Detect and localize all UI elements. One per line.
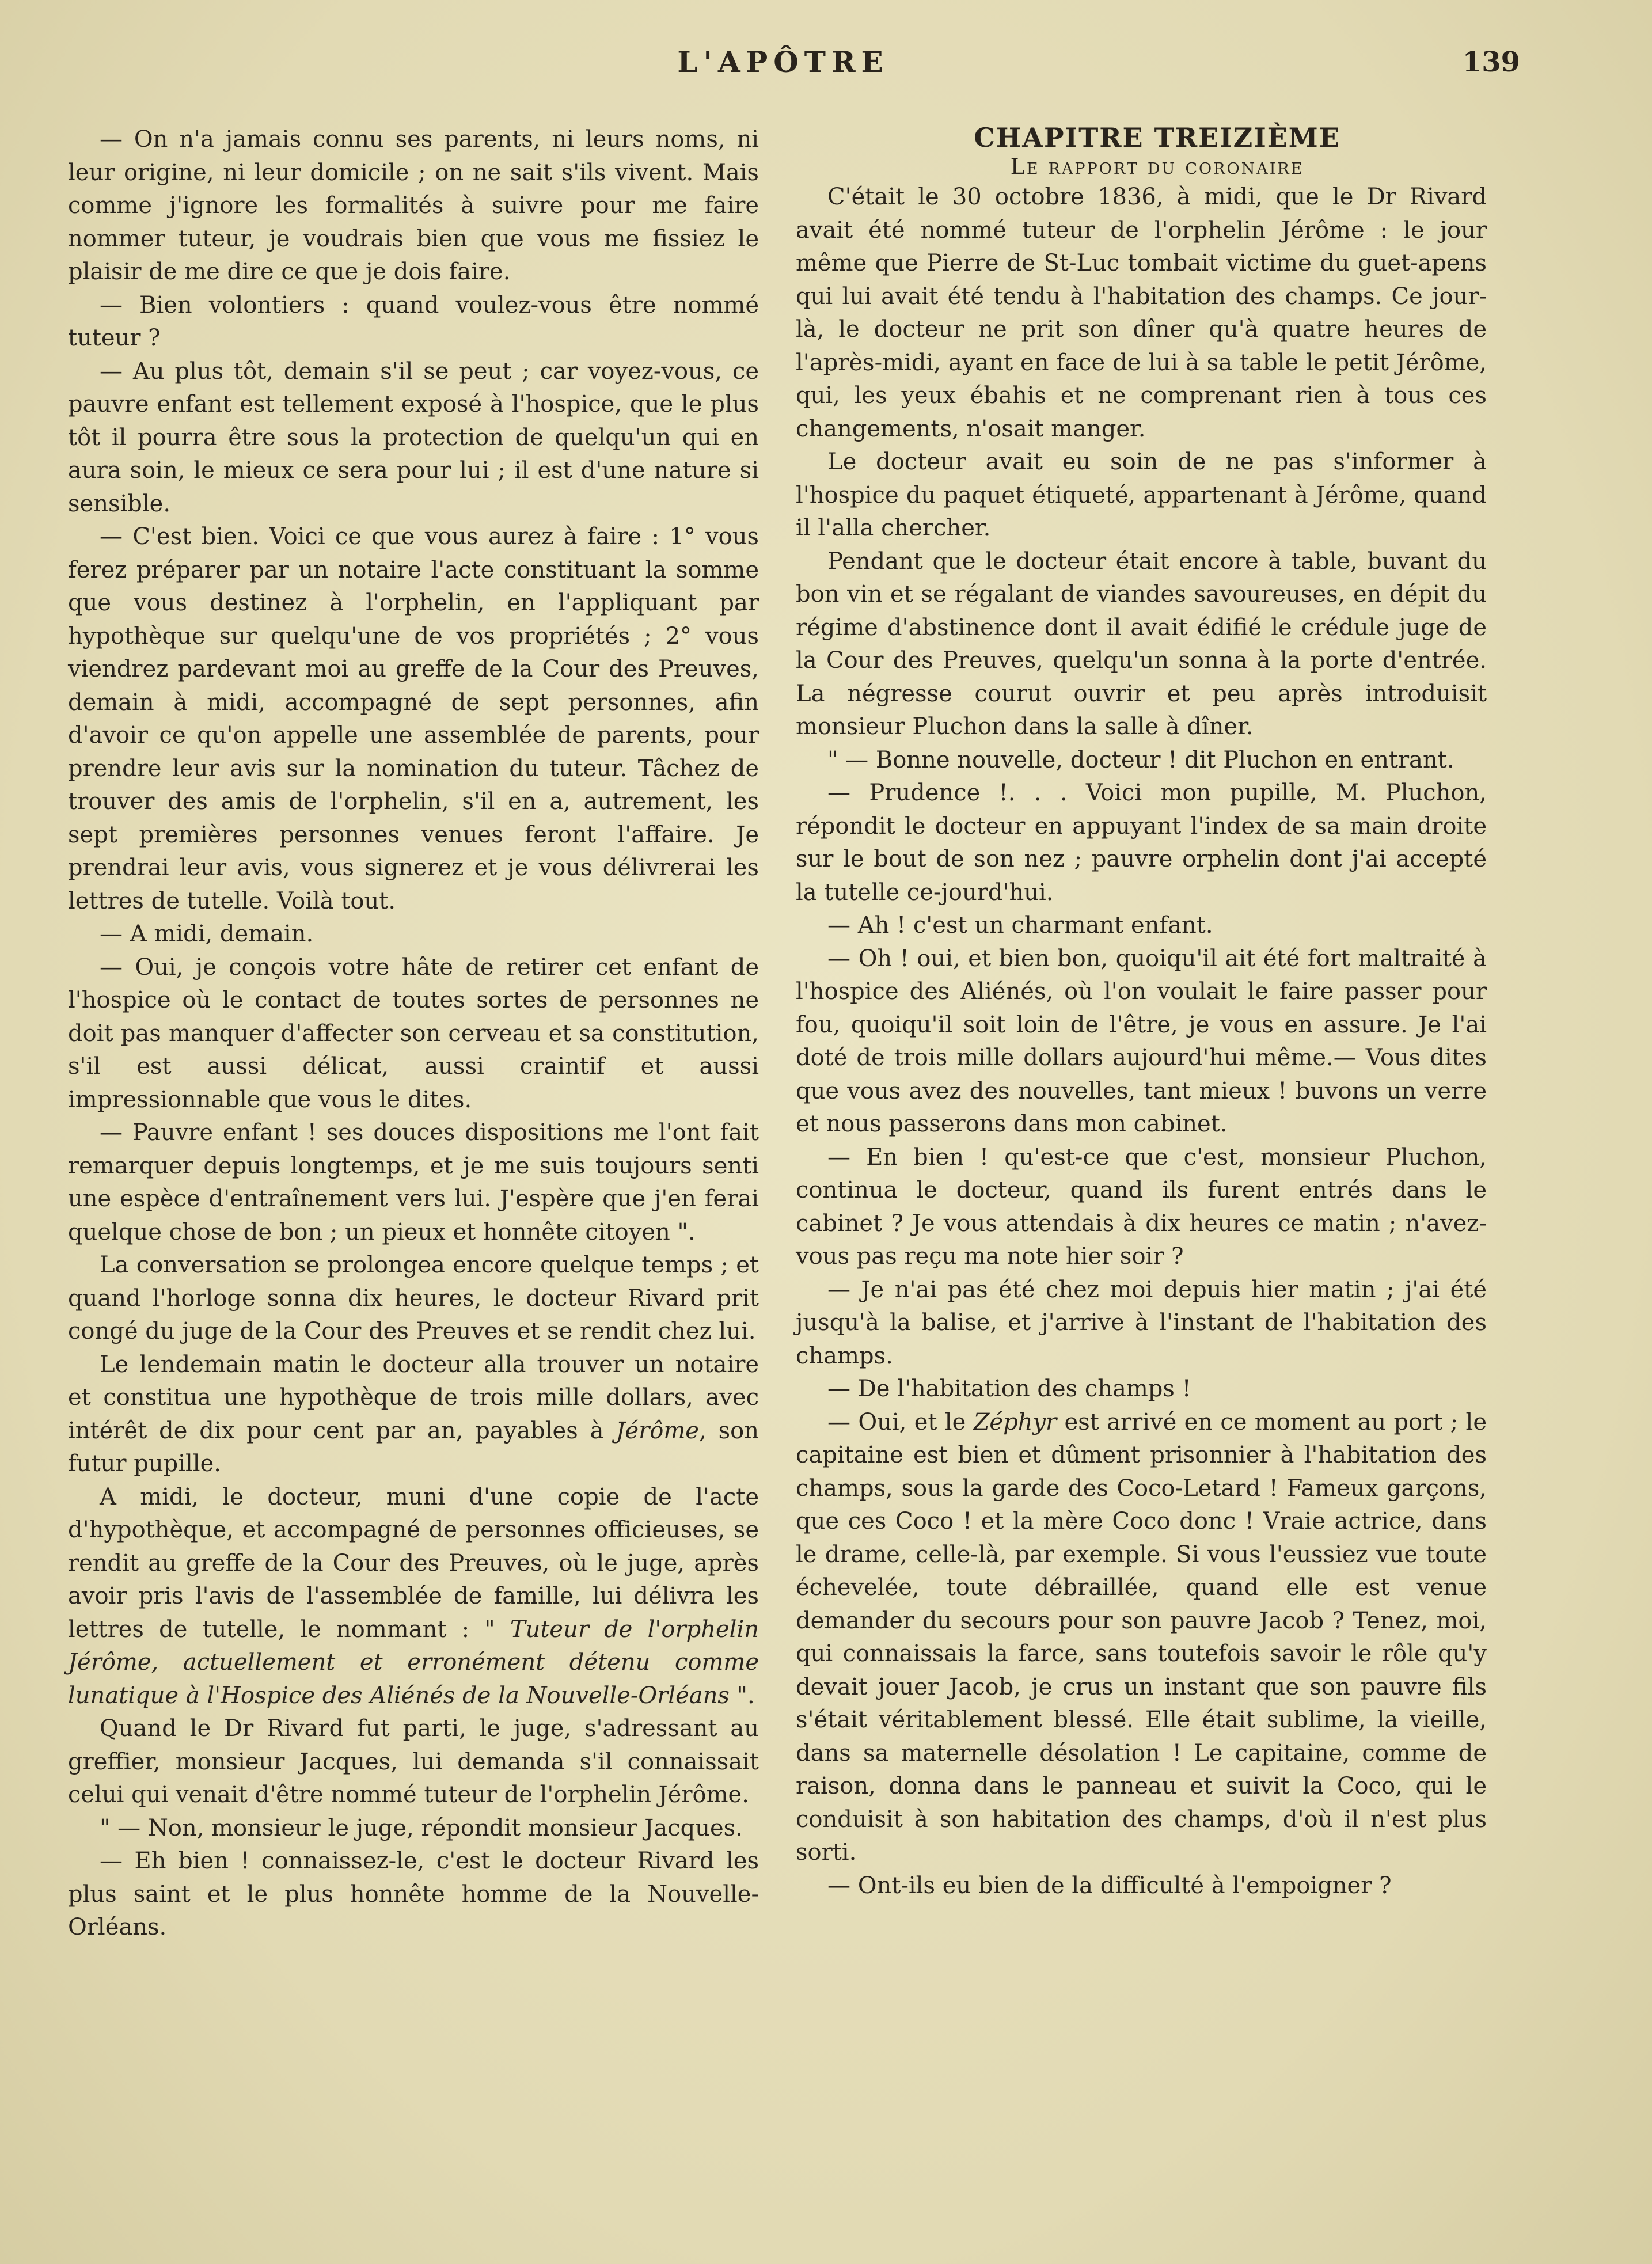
italic-name: Jérôme [616, 1417, 699, 1444]
section-title: Le rapport du coronaire [1010, 154, 1304, 179]
paragraph: — De l'habitation des champs ! [827, 1376, 1191, 1402]
paragraph-text: A midi, le docteur, muni d'une copie de l'acte d'hypothèque, et accompagné de personnes officieuses, se rendit au greffe de la Cour des Preuves, où le juge, après avoir pris l'avis de l'assemblée de famille, lui délivra les lettres de tutelle, le nommant : " [68, 1483, 759, 1643]
paragraph: — C'est bien. Voici ce que vous aurez à faire : 1° vous ferez préparer par un notaire l'acte constituant la somme que vous destinez à l'orphelin, en l'appliquant par hypothèque sur quelqu'une de vos propriétés ; 2° vous viendrez pardevant moi au greffe de la Cour des Preuves, demain à midi, accompagné de sept personnes, afin d'avoir ce qu'on appelle une assemblée de parents, pour prendre leur avis sur la nomination du tuteur. Tâchez de trouver des amis de l'orphelin, s'il en a, autrement, les sept premières personnes venues feront l'affaire. Je prendrai leur avis, vous signerez et je vous délivrerai les lettres de tutelle. Voilà tout. [68, 523, 759, 914]
paragraph: C'était le 30 octobre 1836, à midi, que le Dr Rivard avait été nommé tuteur de l'orphelin Jérôme : le jour même que Pierre de St-Luc tombait victime du guet-apens qui lui avait été tendu à l'habitation des champs. Ce jour-là, le docteur ne prit son dîner qu'à quatre heures de l'après-midi, ayant en face de lui à sa table le petit Jérôme, qui, les yeux ébahis et ne comprenant rien à tous ces changements, n'osait manger. [796, 184, 1487, 442]
paragraph: — Pauvre enfant ! ses douces dispositions me l'ont fait remarquer depuis longtemps, et je me suis toujours senti une espèce d'entraînement vers lui. J'espère que j'en ferai quelque chose de bon ; un pieux et honnête citoyen ". [68, 1119, 759, 1245]
paragraph: — Je n'ai pas été chez moi depuis hier matin ; j'ai été jusqu'à la balise, et j'arrive à l'instant de l'habitation des champs. [796, 1276, 1487, 1369]
italic-ship-name: Zéphyr [973, 1408, 1057, 1435]
paragraph: Quand le Dr Rivard fut parti, le juge, s'adressant au greffier, monsieur Jacques, lui demanda s'il connaissait celui qui venait d'être nommé tuteur de l'orphelin Jérôme. [68, 1715, 759, 1808]
paragraph: La conversation se prolongea encore quelque temps ; et quand l'horloge sonna dix heures, le docteur Rivard prit congé du juge de la Cour des Preuves et se rendit chez lui. [68, 1252, 759, 1344]
paragraph: Pendant que le docteur était encore à table, buvant du bon vin et se régalant de viandes savoureuses, en dépit du régime d'abstinence dont il avait édifié le crédule juge de la Cour des Preuves, quelqu'un sonna à la porte d'entrée. La négresse courut ouvrir et peu après introduisit monsieur Pluchon dans la salle à dîner. [796, 548, 1487, 740]
paragraph: — Ont-ils eu bien de la difficulté à l'empoigner ? [827, 1872, 1392, 1899]
paragraph: — En bien ! qu'est-ce que c'est, monsieur Pluchon, continua le docteur, quand ils furent entrés dans le cabinet ? Je vous attendais à dix heures ce matin ; n'avez-vous pas reçu ma note hier soir ? [796, 1144, 1487, 1270]
paragraph-text: est arrivé en ce moment au port ; le capitaine est bien et dûment prisonnier à l'habitation des champs, sous la garde des Coco-Letard ! Fameux garçons, que ces Coco ! et la mère Coco donc ! Vraie actrice, dans le drame, celle-là, par exemple. Si vous l'eussiez vue toute échevelée, toute débraillée, quand elle est venue demander du secours pour son pauvre Jacob ? Tenez, moi, qui connaissais la farce, sans toutefois savoir le rôle qu'y devait jouer Jacob, je crus un instant que son pauvre fils s'était véritablement blessé. Elle était sublime, la vieille, dans sa maternelle désolation ! Le capitaine, comme de raison, donna dans le panneau et suivit la Coco, qui le conduisit à son habitation des champs, d'où il n'est plus sorti. [796, 1408, 1487, 1866]
paragraph: " — Bonne nouvelle, docteur ! dit Pluchon en entrant. [827, 746, 1454, 773]
paragraph: — Eh bien ! connaissez-le, c'est le docteur Rivard les plus saint et le plus honnête homme de la Nouvelle-Orléans. [68, 1848, 759, 1940]
paragraph [68, 1481, 759, 1713]
page-number: 139 [1462, 46, 1520, 78]
paragraph-text: , son futur pupille. [68, 1417, 759, 1477]
paragraph-text: Le lendemain matin le docteur alla trouver un notaire et constitua une hypothèque de trois mille dollars, avec intérêt de dix pour cent par an, payables à [68, 1351, 759, 1444]
paragraph: — Au plus tôt, demain s'il se peut ; car voyez-vous, ce pauvre enfant est tellement exposé à l'hospice, que le plus tôt il pourra être sous la protection de quelqu'un qui en aura soin, le mieux ce sera pour lui ; il est d'une nature si sensible. [68, 358, 759, 517]
paragraph: — Bien volontiers : quand voulez-vous être nommé tuteur ? [68, 291, 759, 351]
right-column [796, 123, 1487, 1902]
paragraph [796, 1406, 1487, 1870]
paragraph-text: — Oui, et le [827, 1408, 966, 1435]
chapter-title: CHAPITRE TREIZIÈME [974, 122, 1340, 153]
paragraph: — Prudence !. . . Voici mon pupille, M. Pluchon, répondit le docteur en appuyant l'index de sa main droite sur le bout de son nez ; pauvre orphelin dont j'ai accepté la tutelle ce-jourd'hui. [796, 780, 1487, 906]
paragraph: — Oh ! oui, et bien bon, quoiqu'il ait été fort maltraité à l'hospice des Aliénés, où l'on voulait le faire passer pour fou, quoiqu'il soit loin de l'être, je vous en assure. Je l'ai doté de trois mille dollars aujourd'hui même.— Vous dites que vous avez des nouvelles, tant mieux ! buvons un verre et nous passerons dans mon cabinet. [796, 945, 1487, 1137]
italic-quotation: Tuteur de l'orphelin Jérôme, actuellement et erronément détenu comme lunatique à l'Hospice des Aliénés de la Nouvelle-Orléans [68, 1616, 759, 1709]
paragraph: — Oui, je conçois votre hâte de retirer cet enfant de l'hospice où le contact de toutes sortes de personnes ne doit pas manquer d'affecter son cerveau et sa constitution, s'il est aussi délicat, aussi craintif et aussi impressionnable que vous le dites. [68, 954, 759, 1113]
running-title: L'APÔTRE [677, 45, 889, 79]
paragraph: Le docteur avait eu soin de ne pas s'informer à l'hospice du paquet étiqueté, appartenant à Jérôme, quand il l'alla chercher. [796, 449, 1487, 541]
paragraph: " — Non, monsieur le juge, répondit monsieur Jacques. [100, 1814, 743, 1841]
paragraph: — A midi, demain. [100, 921, 314, 947]
paragraph: — On n'a jamais connu ses parents, ni leurs noms, ni leur origine, ni leur domicile ; on ne sait s'ils vivent. Mais comme j'ignore les formalités à suivre pour me faire nommer tuteur, je voudrais bien que vous me fissiez le plaisir de me dire ce que je dois faire. [68, 126, 759, 285]
paragraph-text: ". [729, 1682, 755, 1709]
paragraph: — Ah ! c'est un charmant enfant. [827, 912, 1213, 939]
left-column [68, 123, 759, 1944]
paragraph [68, 1348, 759, 1481]
